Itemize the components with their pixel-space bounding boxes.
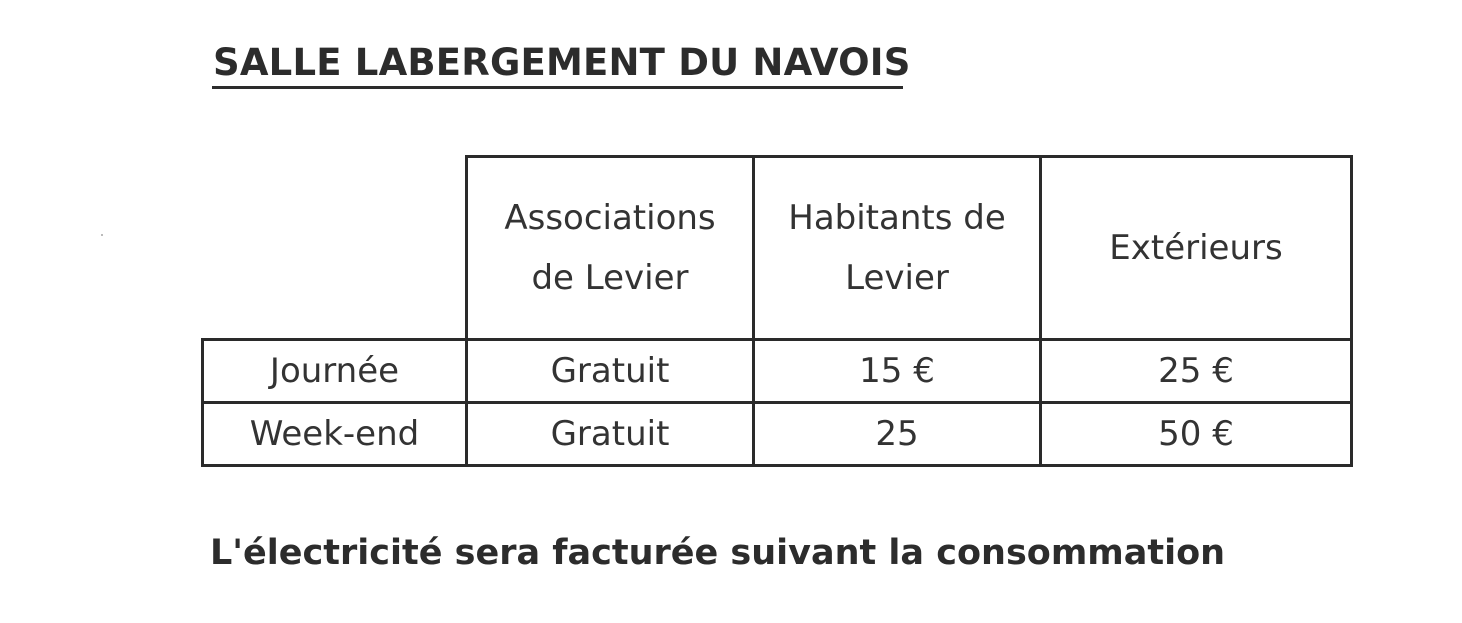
header-associations	[467, 157, 754, 340]
cell-journee-exterieurs: 25 €	[1041, 340, 1352, 403]
title-underline	[212, 86, 903, 89]
table-row	[203, 340, 1352, 403]
header-habitants-line-1: Habitants de	[788, 198, 1006, 238]
pricing-table	[201, 155, 1353, 467]
header-exterieurs	[1041, 157, 1352, 340]
cell-week-end-habitants: 25	[754, 403, 1041, 466]
electricity-note: L'électricité sera facturée suivant la consommation	[210, 533, 1226, 573]
table-row	[203, 403, 1352, 466]
header-exterieurs-line-1: Extérieurs	[1109, 228, 1283, 268]
header-habitants-line-2: Levier	[845, 258, 949, 298]
row-label-week-end: Week-end	[203, 403, 467, 466]
page-title: SALLE LABERGEMENT DU NAVOIS	[213, 41, 911, 84]
header-corner-cell	[203, 157, 467, 340]
cell-week-end-associations: Gratuit	[467, 403, 754, 466]
cell-week-end-exterieurs: 50 €	[1041, 403, 1352, 466]
cell-journee-habitants: 15 €	[754, 340, 1041, 403]
header-associations-line-2: de Levier	[531, 258, 689, 298]
scan-speck	[101, 234, 103, 236]
cell-journee-associations: Gratuit	[467, 340, 754, 403]
header-habitants	[754, 157, 1041, 340]
table-header-row	[203, 157, 1352, 340]
row-label-journee: Journée	[203, 340, 467, 403]
header-associations-line-1: Associations	[504, 198, 716, 238]
